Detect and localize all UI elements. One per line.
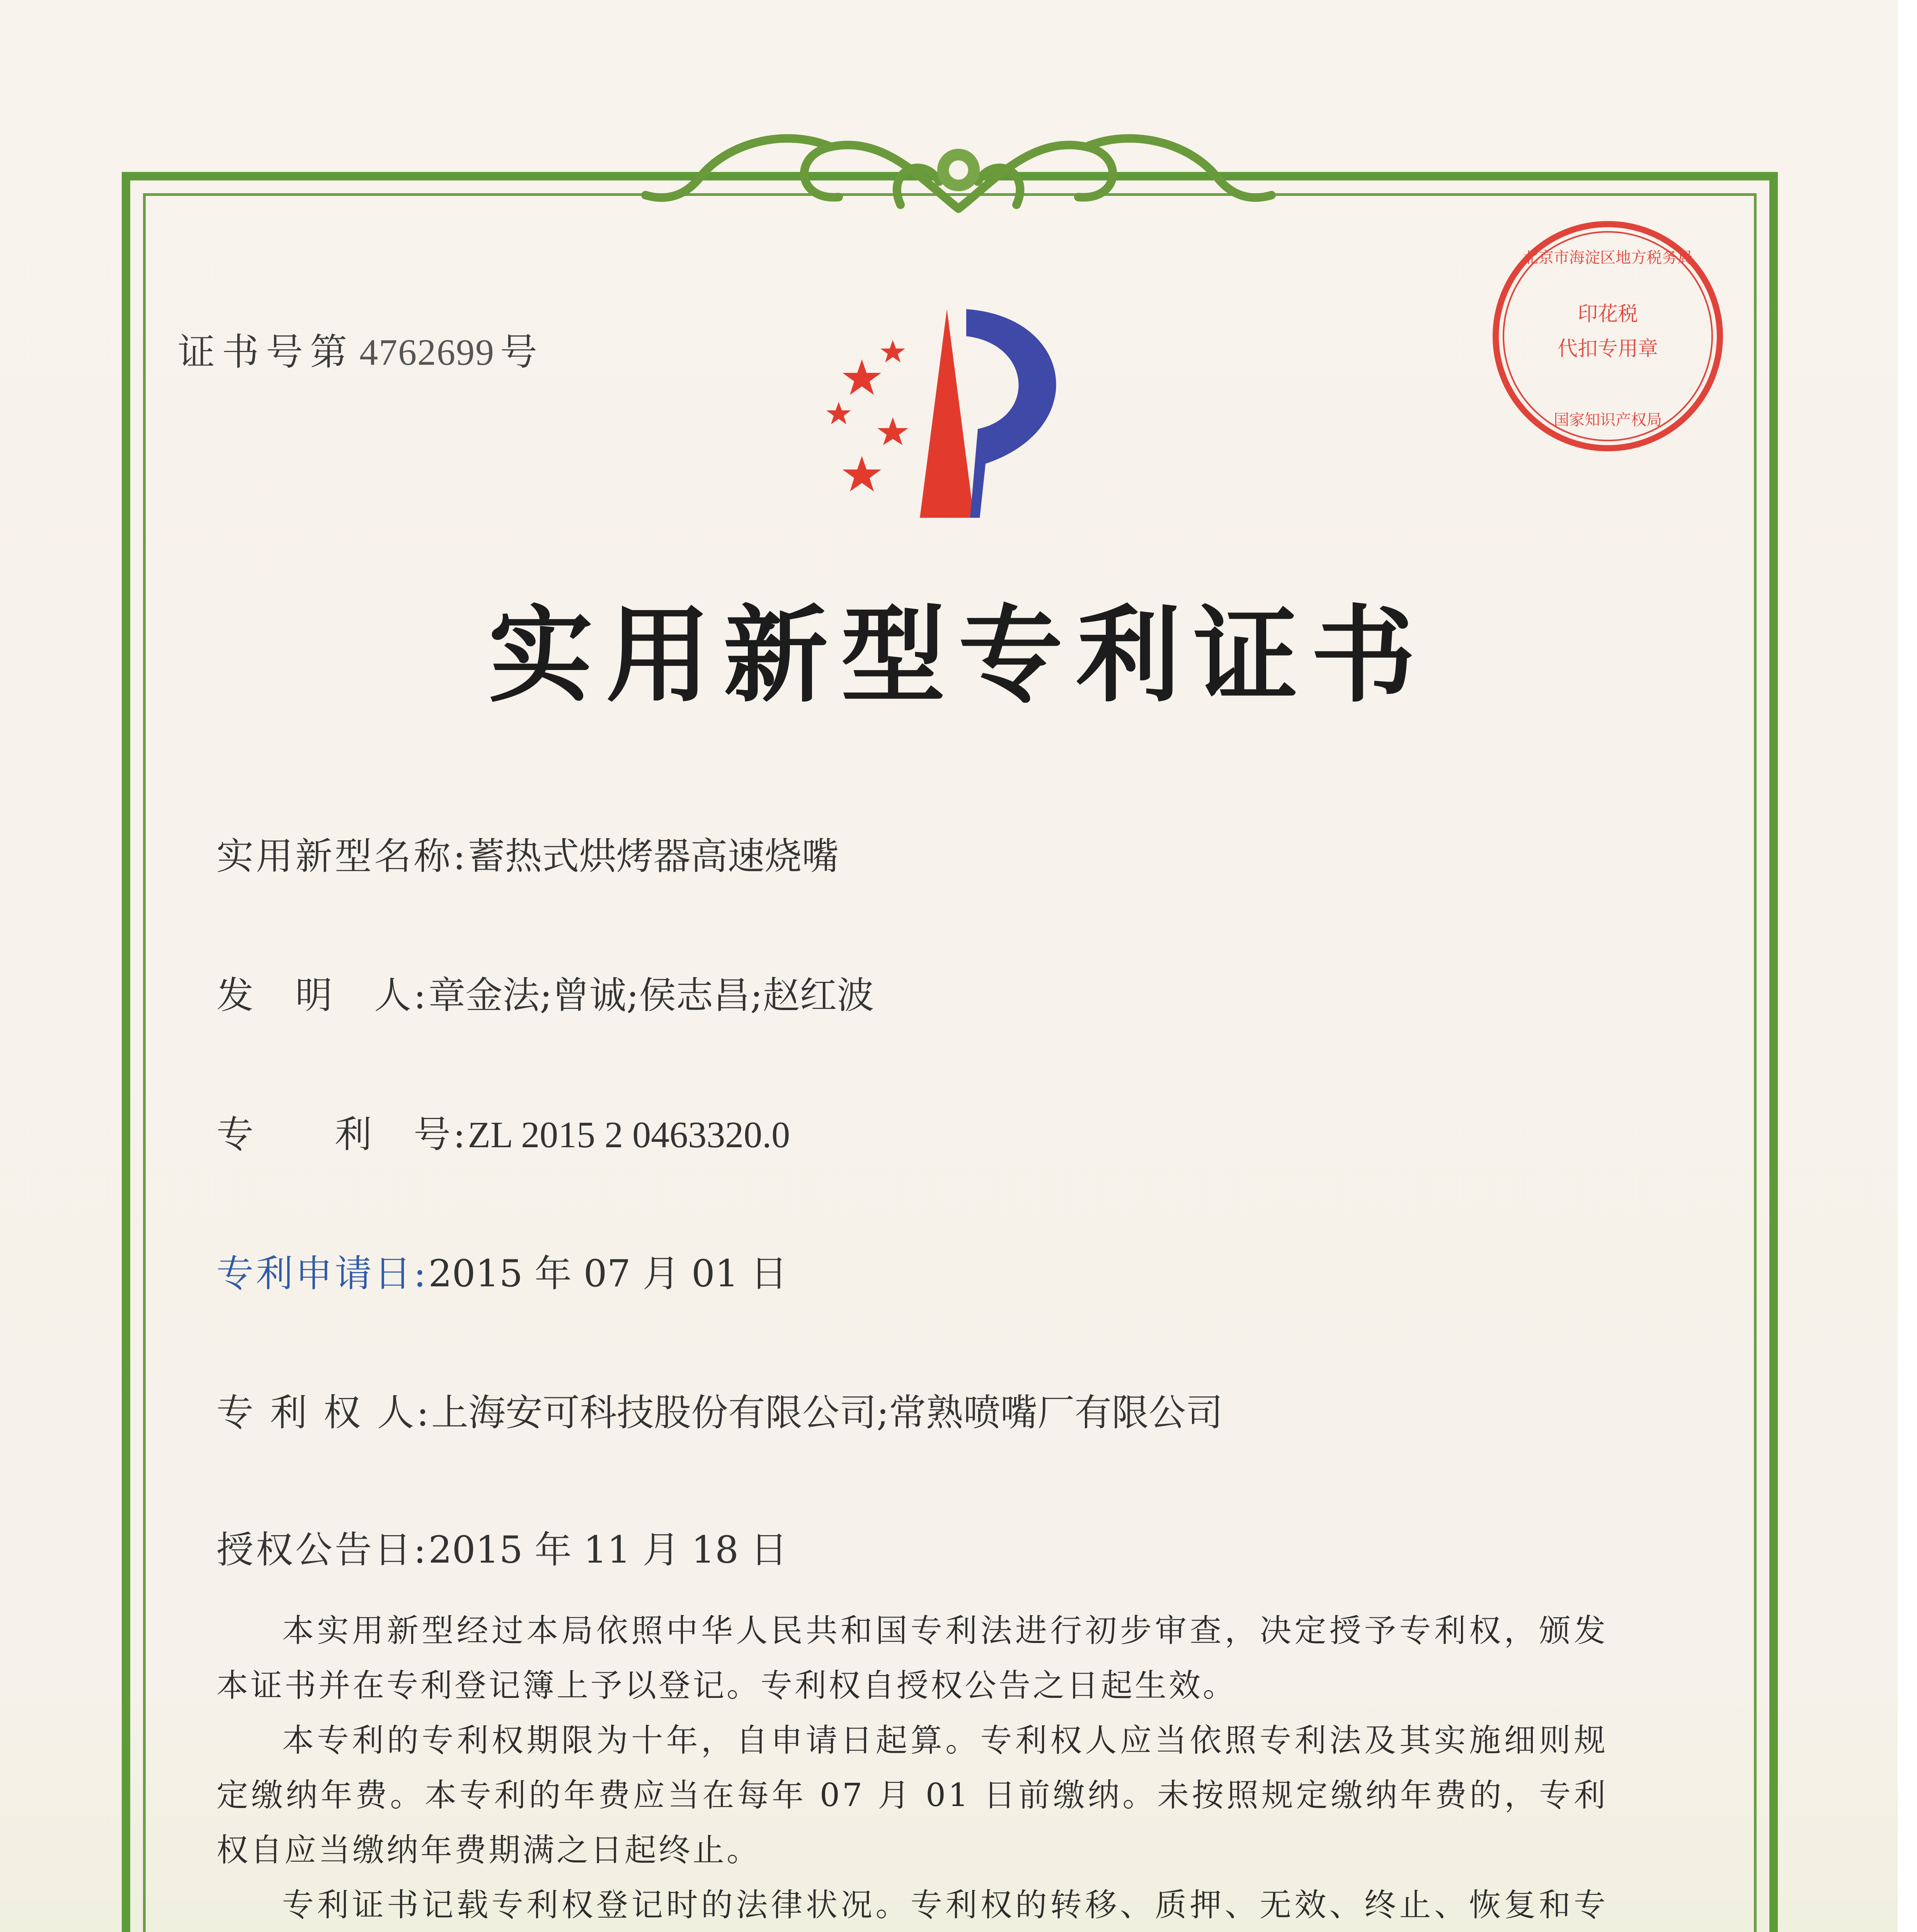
field-application-date: 专利申请日:2015 年 07 月 01 日 bbox=[216, 1252, 788, 1295]
body-paragraph: 本实用新型经过本局依照中华人民共和国专利法进行初步审查，决定授予专利权，颁发本证书并在专利登记簿上予以登记。专利权自授权公告之日起生效。 bbox=[216, 1612, 1608, 1704]
field-patent-number: 专 利 号:ZL 2015 2 0463320.0 bbox=[216, 1113, 790, 1156]
field-grant-date: 授权公告日:2015 年 11 月 18 日 bbox=[216, 1528, 788, 1571]
top-ornament-icon bbox=[630, 112, 1287, 228]
field-patentee: 专 利 权 人:上海安可科技股份有限公司;常熟喷嘴厂有限公司 bbox=[216, 1391, 1223, 1434]
stamp-duty-seal-icon bbox=[1488, 216, 1728, 456]
certificate-number: 证书号第 4762699 号 bbox=[178, 330, 544, 374]
certificate-body bbox=[216, 1604, 1608, 1932]
field-inventors: 发 明 人:章金法;曾诚;侯志昌;赵红波 bbox=[216, 974, 874, 1017]
svg-text:代扣专用章: 代扣专用章 bbox=[1557, 337, 1658, 361]
scan-edge bbox=[1898, 0, 1917, 1932]
body-paragraph: 专利证书记载专利权登记时的法律状况。专利权的转移、质押、无效、终止、恢复和专 bbox=[282, 1887, 1608, 1923]
svg-text:印花税: 印花税 bbox=[1577, 303, 1638, 326]
field-utility-model-name: 实用新型名称:蓄热式烘烤器高速烧嘴 bbox=[216, 835, 839, 878]
sipo-logo-icon bbox=[804, 301, 1105, 541]
svg-text:国家知识产权局: 国家知识产权局 bbox=[1554, 411, 1662, 429]
body-paragraph: 本专利的专利权期限为十年，自申请日起算。专利权人应当依照专利法及其实施细则规定缴纳年费。本专利的年费应当在每年 07 月 01 日前缴纳。未按照规定缴纳年费的，专利权自应当缴纳年费期满之日起终止。 bbox=[216, 1722, 1608, 1869]
certificate-title: 实用新型专利证书 bbox=[489, 594, 1428, 716]
svg-text:北京市海淀区地方税务局: 北京市海淀区地方税务局 bbox=[1523, 249, 1693, 267]
